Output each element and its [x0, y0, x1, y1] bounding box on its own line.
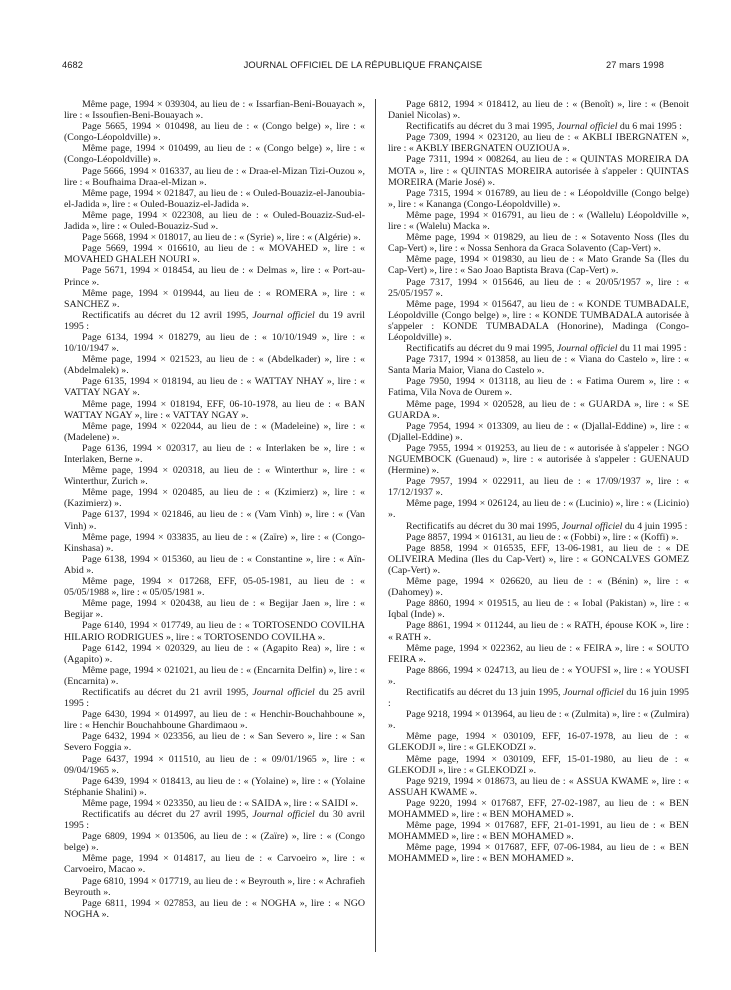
- correction-entry: Page 6140, 1994 × 017749, au lieu de : « TORTOSENDO COVILHA HILARIO RODRIGUES », lire : « TORTOSENDO COVILHA ».: [64, 620, 365, 643]
- correction-entry: Page 7955, 1994 × 019253, au lieu de : « autorisée à s'appeler : NGO NGUEMBOCK (Guenaud) », lire : « autorisée à s'appeler : GUENAUD (Hermine) ».: [388, 442, 689, 477]
- correction-entry: Même page, 1994 × 010499, au lieu de : « (Congo belge) », lire : « (Congo-Léopoldville) ».: [64, 143, 365, 166]
- correction-entry: Page 7950, 1994 × 013118, au lieu de : « Fatima Ourem », lire : « Fatima, Vila Nova de Ourem ».: [388, 376, 689, 399]
- correction-entry: Page 6138, 1994 × 015360, au lieu de : « Constantine », lire : « Aïn-Abid ».: [64, 553, 365, 576]
- correction-entry: Page 6432, 1994 × 023356, au lieu de : « San Severo », lire : « San Severo Foggia ».: [64, 731, 365, 754]
- correction-entry: Page 9219, 1994 × 018673, au lieu de : « ASSUA KWAME », lire : « ASSUAH KWAME ».: [388, 775, 689, 798]
- decree-heading: Rectificatifs au décret du 30 mai 1995, Journal officiel du 4 juin 1995 :: [406, 520, 688, 532]
- left-column: [64, 99, 365, 920]
- correction-entry: Page 6809, 1994 × 013506, au lieu de : « (Zaïre) », lire : « (Congo belge) ».: [64, 831, 365, 854]
- decree-heading: Rectificatifs au décret du 3 mai 1995, Journal officiel du 6 mai 1995 :: [406, 121, 682, 133]
- journal-title: JOURNAL OFFICIEL DE LA RÉPUBLIQUE FRANÇAISE: [243, 60, 483, 70]
- correction-entry: Page 6136, 1994 × 020317, au lieu de : « Interlaken be », lire : « Interlaken, Berne ».: [64, 442, 365, 465]
- decree-heading: Rectificatifs au décret du 21 avril 1995, Journal officiel du 25 avril 1995 :: [64, 686, 365, 710]
- page-header: [62, 58, 664, 72]
- correction-entry: Même page, 1994 × 021021, au lieu de : « (Encarnita Delfin) », lire : « (Encarnita) ».: [64, 664, 365, 687]
- correction-entry: Même page, 1994 × 016791, au lieu de : « (Wallelu) Léopoldville », lire : « (Walelu) Macka ».: [388, 209, 689, 233]
- correction-entry: Page 7317, 1994 × 013858, au lieu de : « Viana do Castelo », lire : « Santa Maria Maior, Viana do Castelo ».: [388, 354, 689, 377]
- correction-entry: Page 6430, 1994 × 014997, au lieu de : « Henchir-Bouchahboune », lire : « Henchir Bouchahboune Ghardimaou ».: [64, 709, 365, 732]
- correction-entry: Page 7317, 1994 × 015646, au lieu de : « 20/05/1957 », lire : « 25/05/1957 ».: [388, 276, 689, 299]
- correction-entry: Même page, 1994 × 020528, au lieu de : « GUARDA », lire : « SE GUARDA ».: [388, 398, 689, 421]
- correction-entry: Même page, 1994 × 020485, au lieu de : « (Kzimierz) », lire : « (Kazimierz) ».: [64, 487, 365, 510]
- correction-entry: Même page, 1994 × 030109, EFF, 16-07-1978, au lieu de : « GLEKODJI », lire : « GLEKODZI ».: [388, 731, 689, 754]
- correction-entry: Même page, 1994 × 026124, au lieu de : « (Lucinio) », lire : « (Licinio) ».: [388, 498, 689, 521]
- correction-entry: Même page, 1994 × 021847, au lieu de : « Ouled-Bouaziz-el-Janoubia-el-Jadida », lire : « Ouled-Bouaziz-el-Jadida ».: [64, 187, 365, 210]
- correction-entry: Page 8858, 1994 × 016535, EFF, 13-06-1981, au lieu de : « DE OLIVEIRA Medina (Iles du Cap-Vert) », lire : « GONCALVES GOMEZ (Cap-Vert) ».: [388, 542, 689, 576]
- correction-entry: Même page, 1994 × 039304, au lieu de : « Issarfian-Beni-Bouayach », lire : « Issoufien-Beni-Bouayach ».: [64, 99, 365, 122]
- correction-entry: Même page, 1994 × 022044, au lieu de : « (Madeleine) », lire : « (Madelene) ».: [64, 420, 365, 443]
- correction-entry: Page 8860, 1994 × 019515, au lieu de : « Iobal (Pakistan) », lire : « Iqbal (Inde) ».: [388, 598, 689, 621]
- correction-entry: Même page, 1994 × 017268, EFF, 05-05-1981, au lieu de : « 05/05/1988 », lire : « 05/05/1981 ».: [64, 576, 365, 599]
- correction-entry: Page 6811, 1994 × 027853, au lieu de : « NOGHA », lire : « NGO NOGHA ».: [64, 897, 365, 920]
- page-number: 4682: [62, 60, 84, 70]
- correction-entry: Même page, 1994 × 019830, au lieu de : « Mato Grande Sa (Iles du Cap-Vert) », lire : « Sao Joao Baptista Brava (Cap-Vert) ».: [388, 254, 689, 277]
- correction-entry: Page 6142, 1994 × 020329, au lieu de : « (Agapito Rea) », lire : « (Agapito) ».: [64, 642, 365, 665]
- column-divider: [375, 99, 376, 952]
- correction-entry: Page 6810, 1994 × 017719, au lieu de : « Beyrouth », lire : « Achrafieh Beyrouth ».: [64, 875, 365, 898]
- correction-entry: Même page, 1994 × 018194, EFF, 06-10-1978, au lieu de : « BAN WATTAY NGAY », lire : « VATTAY NGAY ».: [64, 398, 365, 421]
- correction-entry: Page 8857, 1994 × 016131, au lieu de : « (Fobbi) », lire : « (Koffi) ».: [406, 531, 679, 543]
- correction-entry: Même page, 1994 × 033835, au lieu de : « (Zaïre) », lire : « (Congo-Kinshasa) ».: [64, 531, 365, 554]
- correction-entry: Page 7311, 1994 × 008264, au lieu de : « QUINTAS MOREIRA DA MOTA », lire : « QUINTAS MOREIRA autorisée à s'appeler : QUINTAS MOREIRA (Marie José) ».: [388, 154, 689, 188]
- correction-entry: Page 6137, 1994 × 021846, au lieu de : « (Vam Vinh) », lire : « (Van Vinh) ».: [64, 509, 365, 532]
- correction-entry: Même page, 1994 × 019829, au lieu de : « Sotavento Noss (Iles du Cap-Vert) », lire : « Nossa Senhora da Graca Solavento (Cap-Vert) ».: [388, 232, 689, 255]
- correction-entry: Page 8861, 1994 × 011244, au lieu de : « RATH, épouse KOK », lire : « RATH ».: [388, 620, 689, 643]
- correction-entry: Page 8866, 1994 × 024713, au lieu de : « YOUFSI », lire : « YOUSFI ».: [388, 664, 689, 687]
- correction-entry: Page 9218, 1994 × 013964, au lieu de : « (Zulmita) », lire : « (Zulmira) ».: [388, 709, 689, 732]
- correction-entry: Même page, 1994 × 030109, EFF, 15-01-1980, au lieu de : « GLEKODJI », lire : « GLEKODZI ».: [388, 753, 689, 776]
- decree-heading: Rectificatifs au décret du 13 juin 1995, Journal officiel du 16 juin 1995 :: [388, 686, 689, 710]
- correction-entry: Page 5671, 1994 × 018454, au lieu de : « Delmas », lire : « Port-au-Prince ».: [64, 265, 365, 288]
- correction-entry: Page 5669, 1994 × 016610, au lieu de : « MOVAHED », lire : « MOVAHED GHALEH NOURI ».: [64, 243, 365, 266]
- issue-date: 27 mars 1998: [605, 60, 664, 70]
- correction-entry: Page 7309, 1994 × 023120, au lieu de : « AKBLI IBERGNATEN », lire : « AKBLY IBERGNATEN OUZIOUA ».: [388, 132, 689, 155]
- decree-heading: Rectificatifs au décret du 27 avril 1995, Journal officiel du 30 avril 1995 :: [64, 809, 365, 832]
- correction-entry: Page 7954, 1994 × 013309, au lieu de : « (Djallal-Eddine) », lire : « (Djallel-Eddine) ».: [388, 420, 689, 443]
- correction-entry: Page 7957, 1994 × 022911, au lieu de : « 17/09/1937 », lire : « 17/12/1937 ».: [388, 476, 689, 499]
- correction-entry: Page 6437, 1994 × 011510, au lieu de : « 09/01/1965 », lire : « 09/04/1965 ».: [64, 753, 365, 776]
- correction-entry: Même page, 1994 × 020318, au lieu de : « Winterthur », lire : « Winterthur, Zurich ».: [64, 465, 365, 488]
- correction-entry: Même page, 1994 × 017687, EFF, 07-06-1984, au lieu de : « BEN MOHAMMED », lire : « BEN MOHAMED ».: [388, 842, 689, 865]
- correction-entry: Même page, 1994 × 022362, au lieu de : « FEIRA », lire : « SOUTO FEIRA ».: [388, 642, 689, 665]
- correction-entry: Page 6134, 1994 × 018279, au lieu de : « 10/10/1949 », lire : « 10/10/1947 ».: [64, 331, 365, 355]
- decree-heading: Rectificatifs au décret du 12 avril 1995, Journal officiel du 19 avril 1995 :: [64, 309, 365, 332]
- correction-entry: Même page, 1994 × 017687, EFF, 21-01-1991, au lieu de : « BEN MOHAMMED », lire : « BEN MOHAMED ».: [388, 820, 689, 843]
- correction-entry: Même page, 1994 × 014817, au lieu de : « Carvoeiro », lire : « Carvoeiro, Macao ».: [64, 853, 365, 876]
- correction-entry: Page 5666, 1994 × 016337, au lieu de : « Draa-el-Mizan Tizi-Ouzou », lire : « Boufhaima Draa-el-Mizan ».: [64, 165, 365, 188]
- correction-entry: Page 9220, 1994 × 017687, EFF, 27-02-1987, au lieu de : « BEN MOHAMMED », lire : « BEN MOHAMED ».: [388, 797, 689, 820]
- correction-entry: Même page, 1994 × 020438, au lieu de : « Begijar Jaen », lire : « Begijar ».: [64, 598, 365, 621]
- correction-entry: Page 5665, 1994 × 010498, au lieu de : « (Congo belge) », lire : « (Congo-Léopoldville) ».: [64, 121, 365, 144]
- correction-entry: Même page, 1994 × 022308, au lieu de : « Ouled-Bouaziz-Sud-el-Jadida », lire : « Ouled-Bouaziz-Sud ».: [64, 209, 365, 233]
- correction-entry: Même page, 1994 × 019944, au lieu de : « ROMERA », lire : « SANCHEZ ».: [64, 287, 365, 310]
- correction-entry: Même page, 1994 × 021523, au lieu de : « (Abdelkader) », lire : « (Abdelmalek) ».: [64, 354, 365, 377]
- correction-entry: Page 6135, 1994 × 018194, au lieu de : « WATTAY NHAY », lire : « VATTAY NGAY ».: [64, 376, 365, 399]
- correction-entry: Même page, 1994 × 026620, au lieu de : « (Bénin) », lire : « (Dahomey) ».: [388, 576, 689, 599]
- decree-heading: Rectificatifs au décret du 9 mai 1995, Journal officiel du 11 mai 1995 :: [406, 343, 687, 355]
- correction-entry: Page 6812, 1994 × 018412, au lieu de : « (Benoît) », lire : « (Benoit Daniel Nicolas) ».: [388, 99, 689, 122]
- right-column: [388, 99, 689, 864]
- correction-entry: Page 6439, 1994 × 018413, au lieu de : « (Yolaine) », lire : « (Yolaine Stéphanie Shalini) ».: [64, 775, 365, 798]
- correction-entry: Même page, 1994 × 015647, au lieu de : « KONDE TUMBADALE, Léopoldville (Congo belge) », lire : « KONDE TUMBADALA autorisée à s'appeler : KONDE TUMBADALA (Honorine), Madinga (Congo-Léopoldville) ».: [388, 298, 689, 343]
- correction-entry: Même page, 1994 × 023350, au lieu de : « SAIDA », lire : « SAIDI ».: [82, 797, 358, 809]
- correction-entry: Page 5668, 1994 × 018017, au lieu de : « (Syrie) », lire : « (Algérie) ».: [82, 232, 361, 244]
- correction-entry: Page 7315, 1994 × 016789, au lieu de : « Léopoldville (Congo belge) », lire : « Kananga (Congo-Léopoldville) ».: [388, 187, 689, 210]
